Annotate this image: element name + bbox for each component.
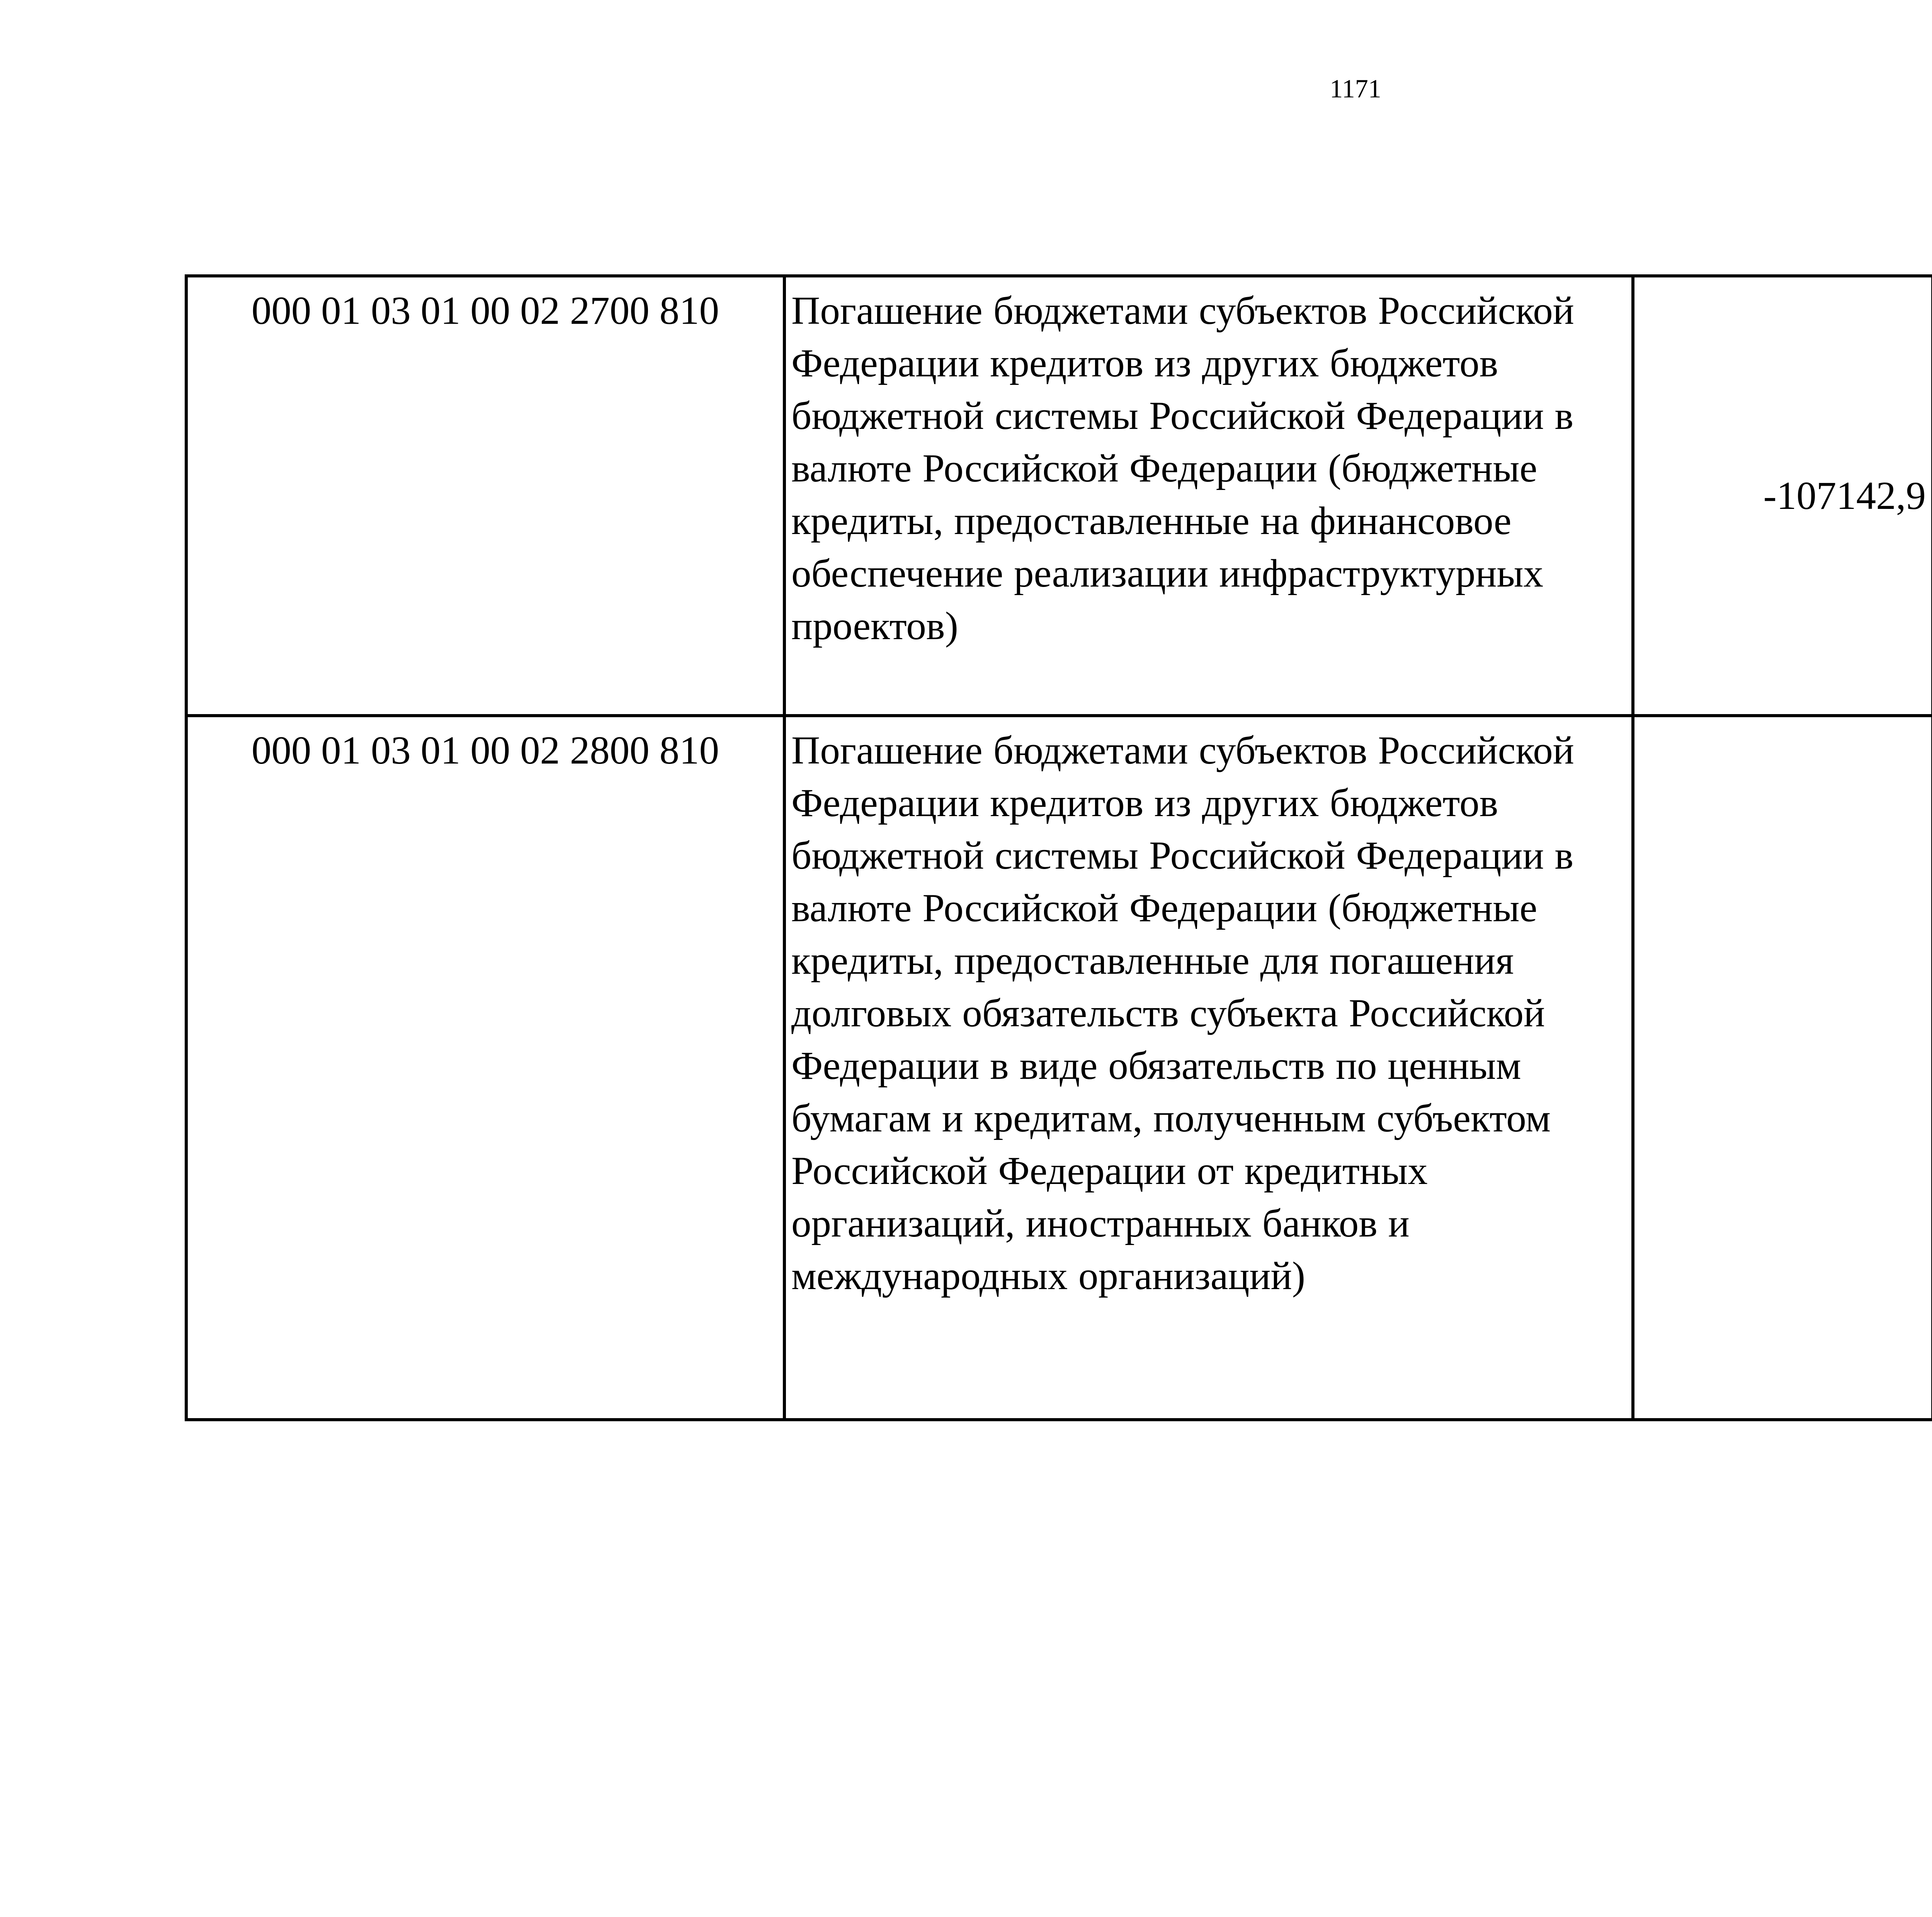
budget-classification-code: 000 01 03 01 00 02 2800 810 (186, 716, 784, 1420)
page-number: 1171 (1330, 74, 1381, 103)
table-row (186, 716, 1932, 1420)
table-row (186, 276, 1932, 716)
source-name: Погашение бюджетами субъектов Российской Федерации кредитов из других бюджетов бюджетной системы Российской Федерации в валюте Российской Федерации (бюджетные кредиты, предоставленные на финансовое обеспечение реализации инфраструктурных проектов) (784, 276, 1633, 716)
source-name: Погашение бюджетами субъектов Российской Федерации кредитов из других бюджетов бюджетной системы Российской Федерации в валюте Российской Федерации (бюджетные кредиты, предоставленные для погашения долговых обязательств субъекта Российской Федерации в виде обязательств по ценным бумагам и кредитам, полученным субъектом Российской Федерации от кредитных организаций, иностранных банков и международных организаций) (784, 716, 1633, 1420)
amount-year-1: -107142,9 (1633, 276, 1932, 716)
amount-year-1 (1633, 716, 1932, 1420)
budget-classification-code: 000 01 03 01 00 02 2700 810 (186, 276, 784, 716)
budget-sources-table (185, 274, 1932, 1421)
